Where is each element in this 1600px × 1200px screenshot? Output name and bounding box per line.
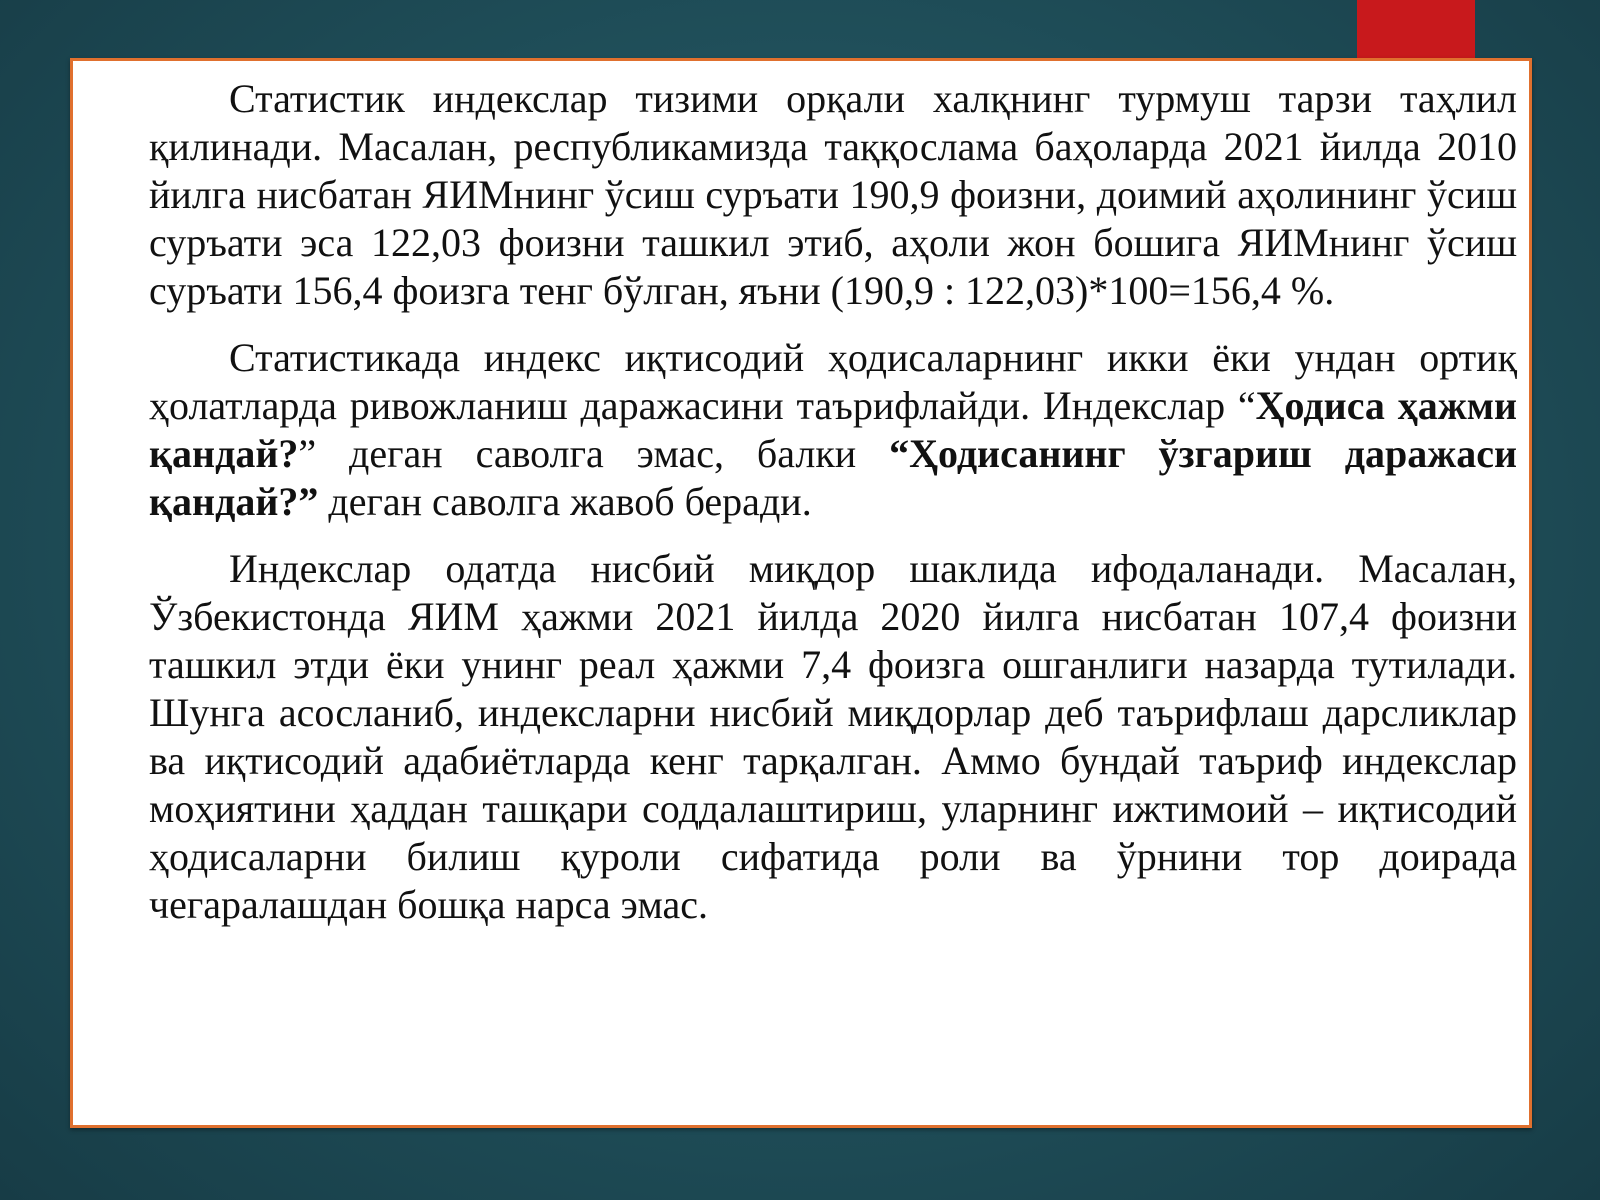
- accent-bar: [1357, 0, 1475, 58]
- paragraph-2-text-end: деган саволга жавоб беради.: [318, 479, 812, 524]
- paragraph-3: [149, 545, 1517, 929]
- paragraph-1-text: Статистик индекслар тизими орқали халқнинг турмуш тарзи таҳлил қилинади. Масалан, республикамизда таққослама баҳоларда 2021 йилда 2010 йилга нисбатан ЯИМнинг ўсиш суръати 190,9 фоизни, доимий аҳолининг ўсиш суръати эса 122,03 фоизни ташкил этиб, аҳоли жон бошига ЯИМнинг ўсиш суръати 156,4 фоизга тенг бўлган, яъни (190,9 : 122,03)*100=156,4 %.: [149, 76, 1517, 313]
- paragraph-1: [149, 75, 1517, 315]
- content-box: [70, 58, 1532, 1128]
- paragraph-2: [149, 334, 1517, 526]
- paragraph-2-text-middle: ” деган саволга эмас, балки: [298, 431, 890, 476]
- bold-question-volume: Ҳодиса ҳажми қандай?: [149, 383, 1517, 476]
- paragraph-3-text: Индекслар одатда нисбий миқдор шаклида ифодаланади. Масалан, Ўзбекистонда ЯИМ ҳажми 2021 йилда 2020 йилга нисбатан 107,4 фоизни ташкил этди ёки унинг реал ҳажми 7,4 фоизга ошганлиги назарда тутилади. Шунга асосланиб, индексларни нисбий миқдорлар деб таърифлаш дарсликлар ва иқтисодий адабиётларда кенг тарқалган. Аммо бундай таъриф индекслар моҳиятини ҳаддан ташқари соддалаштириш, уларнинг ижтимоий – иқтисодий ҳодисаларни билиш қуроли сифатида роли ва ўрнини тор доирада чегаралашдан бошқа нарса эмас.: [149, 546, 1517, 927]
- bold-question-change-degree: “Ҳодисанинг ўзгариш даражаси қандай?”: [149, 431, 1518, 524]
- paragraph-2-text-start: Статистикада индекс иқтисодий ҳодисаларнинг икки ёки ундан ортиқ ҳолатларда ривожланиш даражасини таърифлайди. Индекслар “: [149, 335, 1517, 428]
- slide-text: [149, 75, 1517, 948]
